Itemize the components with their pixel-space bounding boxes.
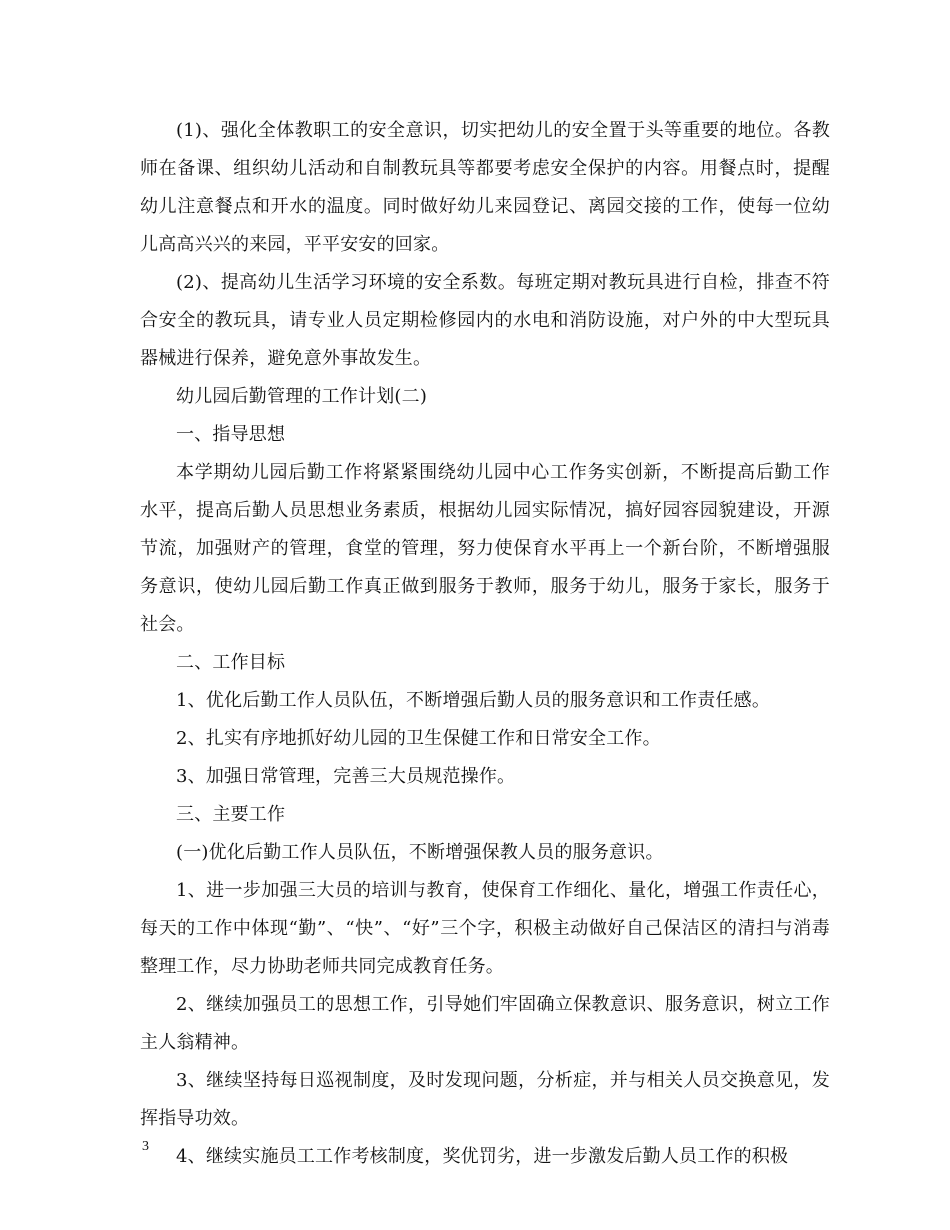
heading-work-goals: 二、工作目标 [176, 652, 286, 673]
document-body [140, 112, 830, 1176]
section-title-plan-two: 幼儿园后勤管理的工作计划(二) [176, 386, 428, 407]
work-item-3: 3、继续坚持每日巡视制度，及时发现问题，分析症，并与相关人员交换意见，发挥指导功效。 [140, 1070, 830, 1129]
heading-guiding-ideology: 一、指导思想 [176, 424, 286, 445]
work-item-2: 2、继续加强员工的思想工作，引导她们牢固确立保教意识、服务意识，树立工作主人翁精神。 [140, 994, 830, 1053]
work-item-1: 1、进一步加强三大员的培训与教育，使保育工作细化、量化，增强工作责任心，每天的工作中体现“勤”、“快”、“好”三个字，积极主动做好自己保洁区的清扫与消毒整理工作，尽力协助老师共同完成教育任务。 [140, 880, 830, 977]
work-item-4: 4、继续实施员工工作考核制度，奖优罚劣，进一步激发后勤人员工作的积极 [176, 1146, 789, 1167]
goal-item-3: 3、加强日常管理，完善三大员规范操作。 [176, 766, 516, 787]
goal-item-1: 1、优化后勤工作人员队伍，不断增强后勤人员的服务意识和工作责任感。 [176, 690, 771, 711]
paragraph-safety-awareness: (1)、强化全体教职工的安全意识，切实把幼儿的安全置于头等重要的地位。各教师在备课、组织幼儿活动和自制教玩具等都要考虑安全保护的内容。用餐点时，提醒幼儿注意餐点和开水的温度。同时做好幼儿来园登记、离园交接的工作，使每一位幼儿高高兴兴的来园，平平安安的回家。 [140, 120, 830, 255]
heading-main-work: 三、主要工作 [176, 804, 286, 825]
page-number: 3 [142, 1139, 149, 1154]
subheading-optimize-staff: (一)优化后勤工作人员队伍，不断增强保教人员的服务意识。 [176, 842, 664, 863]
paragraph-environment-safety: (2)、提高幼儿生活学习环境的安全系数。每班定期对教玩具进行自检，排查不符合安全的教玩具，请专业人员定期检修园内的水电和消防设施，对户外的中大型玩具器械进行保养，避免意外事故发生。 [140, 272, 830, 369]
goal-item-2: 2、扎实有序地抓好幼儿园的卫生保健工作和日常安全工作。 [176, 728, 661, 749]
paragraph-guiding-ideology: 本学期幼儿园后勤工作将紧紧围绕幼儿园中心工作务实创新，不断提高后勤工作水平，提高后勤人员思想业务素质，根据幼儿园实际情况，搞好园容园貌建设，开源节流，加强财产的管理，食堂的管理，努力使保育水平再上一个新台阶，不断增强服务意识，使幼儿园后勤工作真正做到服务于教师，服务于幼儿，服务于家长，服务于社会。 [140, 462, 830, 635]
